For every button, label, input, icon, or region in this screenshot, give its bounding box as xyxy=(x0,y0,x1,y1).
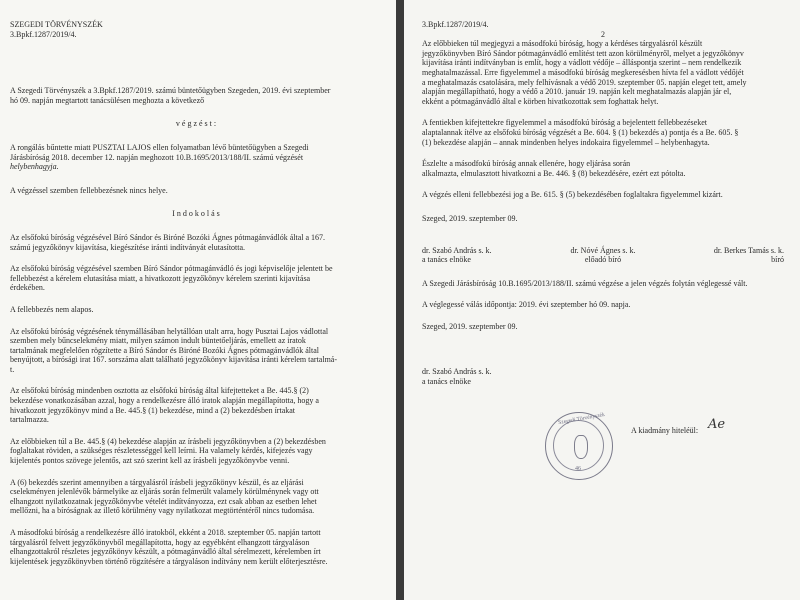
page-number: 2 xyxy=(601,29,605,39)
document-page-2 xyxy=(404,0,800,600)
text-line: számú jegyzőkönyv kijavítása, kiegészítése iránti indítványát elutasította. xyxy=(10,242,246,252)
text-line: ekként a pótmagánvádló által e körben hivatkozottak sem foghattak helyt. xyxy=(422,96,659,106)
closing-date: Szeged, 2019. szeptember 09. xyxy=(422,321,518,331)
text-line: A Szegedi Törvényszék a 3.Bpkf.1287/2019. számú büntetőügyben Szegeden, 2019. évi szeptember xyxy=(10,86,331,96)
closing-signer-role: a tanács elnöke xyxy=(422,377,471,387)
text-line: Az elsőfokú bíróság végzésének ténymállásában helytállóan utalt arra, hogy Pusztai Lajos vádlottal xyxy=(10,326,329,336)
text-line: tartalmának megfelelően rögzítette a Bíró Sándor és Biróné Bozóki Ágnes pótmagánvádlók által xyxy=(10,345,320,355)
text-line: Az előbbieken túl megjegyzi a másodfokú bíróság, hogy a kérdéses tárgyalásról készült xyxy=(422,39,703,49)
signer-role: a tanács elnöke xyxy=(422,255,471,265)
reason-paragraph-5 xyxy=(10,386,382,424)
document-page-1 xyxy=(0,0,396,600)
text-line: A rongálás bűntette miatt PUSZTAI LAJOS ellen folyamatban lévő büntetőügyben a Szegedi xyxy=(10,142,309,152)
section-heading-indokolas: I n d o k o l á s xyxy=(172,209,220,219)
text-line: tárgyalásról felvett jegyzőkönyvből megállapította, hogy az egyébként elhangzott tárgyaláson xyxy=(10,537,310,547)
appeal-exclusion-note: A végzés elleni fellebbezési jog a Be. 615. § (5) bekezdésében foglaltakra figyelemmel kizárt. xyxy=(422,190,723,200)
text-line: A másodfokú bíróság a rendelkezésre álló iratokból, ekként a 2018. szeptember 05. napján tartott xyxy=(10,528,321,537)
text-line: t. xyxy=(10,364,15,374)
case-reference: 3.Bpkf.1287/2019/4. xyxy=(422,20,489,29)
reason-paragraph-6 xyxy=(10,437,382,466)
signer-judge xyxy=(665,246,784,265)
text-line: alapján megállapítható, hogy a védő a 2010. január 19. napján kelt meghatalmazás alapján jár el, xyxy=(422,87,732,97)
text-line: Járásbíróság 2018. december 12. napján meghozott 10.B.1695/2013/188/II. számú végzését xyxy=(10,152,304,162)
text-line: hivatkozott jegyzőkönyv mind a Be. 445.§ (1) bekezdése, mind a (2) bekezdésben írtakat xyxy=(10,405,296,415)
decision-paragraph xyxy=(10,143,382,172)
court-name: SZEGEDI TÖRVÉNYSZÉK xyxy=(10,20,103,29)
reason-paragraph-10 xyxy=(422,118,784,147)
finality-note: A Szegedi Járásbíróság 10.B.1695/2013/188/II. számú végzése a jelen végzés folytán véglegessé vált. xyxy=(422,278,748,288)
text-line: tartalmazza. xyxy=(10,415,49,425)
signer-name: dr. Berkes Tamás s. k. xyxy=(713,245,784,255)
text-line: Az elsőfokú bíróság végzésével Bíró Sándor és Biróné Bozóki Ágnes pótmagánvádlók által a 167. xyxy=(10,232,326,242)
section-heading-vegzes: v é g z é s t : xyxy=(175,119,217,129)
text-line: (1) bekezdése alapján – annak mindenben helyes indokaira figyelemmel – helybenhagyta. xyxy=(422,137,710,147)
text-line: bekezdése vonatkozásában azzal, hogy a rendelkezésre álló iratok alapján megállapította, hogy a xyxy=(10,396,319,406)
text-line: hó 09. napján megtartott tanácsülésen meghozta a következő xyxy=(10,95,205,105)
text-line: kijavítása iránti indítványban is említ, hogy a vádlott védője – álláspontja szerint – nem rendelkezik xyxy=(422,58,742,68)
text-line: Észlelte a másodfokú bíróság annak ellenére, hogy eljárása során xyxy=(422,159,631,169)
authentication-label: A kiadmány hiteléül: xyxy=(631,426,699,435)
text-line: érdekében. xyxy=(10,283,45,293)
text-line: jegyzőkönyvben Bíró Sándor pótmagánvádló említést tett azon körülményről, melyet a jegyzőkönyv xyxy=(422,48,744,58)
signature-block xyxy=(422,246,784,265)
coat-of-arms-icon xyxy=(574,435,588,459)
text-line: kijelentés pontos szövege jelentős, azt szó szerint kell az írásbeli jegyzőkönyvbe venni. xyxy=(10,456,290,466)
text-line: A fentiekben kifejtettekre figyelemmel a másodfokú bíróság a bejelentett fellebbezéseket xyxy=(422,118,707,128)
finality-date: A véglegessé válás időpontja: 2019. évi szeptember hó 09. napja. xyxy=(422,300,631,310)
text-line: benyújtott, a bírósági irat 167. sorszáma alatt található jegyzőkönyv kijavítása iránti kérelem tartalmá- xyxy=(10,355,337,365)
text-line: alkalmazta, elmulasztott hivatkozni a Be. 446. § (8) bekezdésére, ezért ezt pótolta. xyxy=(422,168,686,178)
text-line: elhangzott nyilatkozatnak jegyzőkönyvbe vételét indítványozza, ezt csak abban az esetben lehet xyxy=(10,496,317,506)
text-line: A (6) bekezdés szerint amennyiben a tárgyalásról írásbeli jegyzőkönyv készül, és az eljárási xyxy=(10,477,304,487)
case-reference: 3.Bpkf.1287/2019/4. xyxy=(10,29,77,39)
stamp-text: Szegedi Törvényszék xyxy=(557,411,606,427)
text-line: kijelentések jegyzőkönyvben történő rögzítésére a tárgyaláson indítvány nem került előterjesztésre. xyxy=(10,556,328,566)
court-seal-stamp xyxy=(545,412,613,480)
intro-paragraph xyxy=(10,86,382,105)
reason-paragraph-2 xyxy=(10,264,382,293)
text-line: cselekményen jelenlévők bármelyike az eljárás során felmerült valamely körülménynek vagy ott xyxy=(10,487,319,497)
signer-role: előadó bíró xyxy=(584,255,622,265)
text-line: foglaltakat röviden, a szükséges részletességgel kell leírni. Ha valamely kérdés, kifejezés vagy xyxy=(10,446,313,456)
signer-role: bíró xyxy=(771,255,784,265)
signer-presiding xyxy=(422,246,541,265)
text-line: fellebbezést a kérelem elutasítása miatt, a hivatkozott jegyzőkönyv kérelem szerinti kijavítása xyxy=(10,273,311,283)
reason-paragraph-3: A fellebbezés nem alapos. xyxy=(10,304,94,314)
page-gutter xyxy=(396,0,404,600)
text-line: Az előbbieken túl a Be. 445.§ (4) bekezdése alapján az írásbeli jegyzőkönyvben a (2) bekezdésben xyxy=(10,436,326,446)
text-line-italic: helybenhagyja. xyxy=(10,162,59,172)
reason-paragraph-4 xyxy=(10,327,382,375)
text-line: Az elsőfokú bíróság mindenben osztotta az elsőfokú bíróság által kifejtetteket a Be. 445.§ (2) xyxy=(10,386,309,396)
reason-paragraph-1 xyxy=(10,233,382,252)
signer-name: dr. Nóvé Ágnes s. k. xyxy=(570,245,636,255)
signing-date: Szeged, 2019. szeptember 09. xyxy=(422,213,518,223)
reason-paragraph-11 xyxy=(422,159,784,178)
text-line: elhangzottakról részletes jegyzőkönyv készült, a pótmagánvádló által sérelmezett, kérelemben írt xyxy=(10,547,321,557)
reason-paragraph-8 xyxy=(10,528,382,566)
text-line: a meghatalmazás csatolására, mely felhívásnak a védő 2019. szeptember 05. napján eleget tett, amely xyxy=(422,77,747,87)
no-appeal-note: A végzéssel szemben fellebbezésnek nincs helye. xyxy=(10,185,168,195)
reason-paragraph-7 xyxy=(10,478,382,516)
stamp-number: 46 xyxy=(575,466,581,472)
handwritten-signature: Ae xyxy=(708,417,726,432)
signer-rapporteur xyxy=(543,246,662,265)
text-line: alaptalannak ítélve az elsőfokú bíróság végzését a Be. 604. § (1) bekezdés a) pontja és a Be. 605. § xyxy=(422,127,739,137)
reason-paragraph-9 xyxy=(422,39,784,106)
text-line: szemben mely bűncselekmény miatt, milyen számon indult büntetőeljárás, emellett az iratok xyxy=(10,336,306,346)
signer-name: dr. Szabó András s. k. xyxy=(422,245,492,255)
text-line: Az elsőfokú bíróság végzésével szemben Bíró Sándor pótmagánvádló és jogi képviselője jelentett be xyxy=(10,264,333,274)
text-line: mellőzni, ha a bíróságnak az illető körülmény vagy nyilatkozat megtörténtéről nincs tudomása. xyxy=(10,506,315,516)
text-line: meghatalmazással. Erre figyelemmel a másodfokú bíróság megkeresésben hívta fel a vádlott védőjét xyxy=(422,67,744,77)
closing-signer-name: dr. Szabó András s. k. xyxy=(422,367,492,377)
